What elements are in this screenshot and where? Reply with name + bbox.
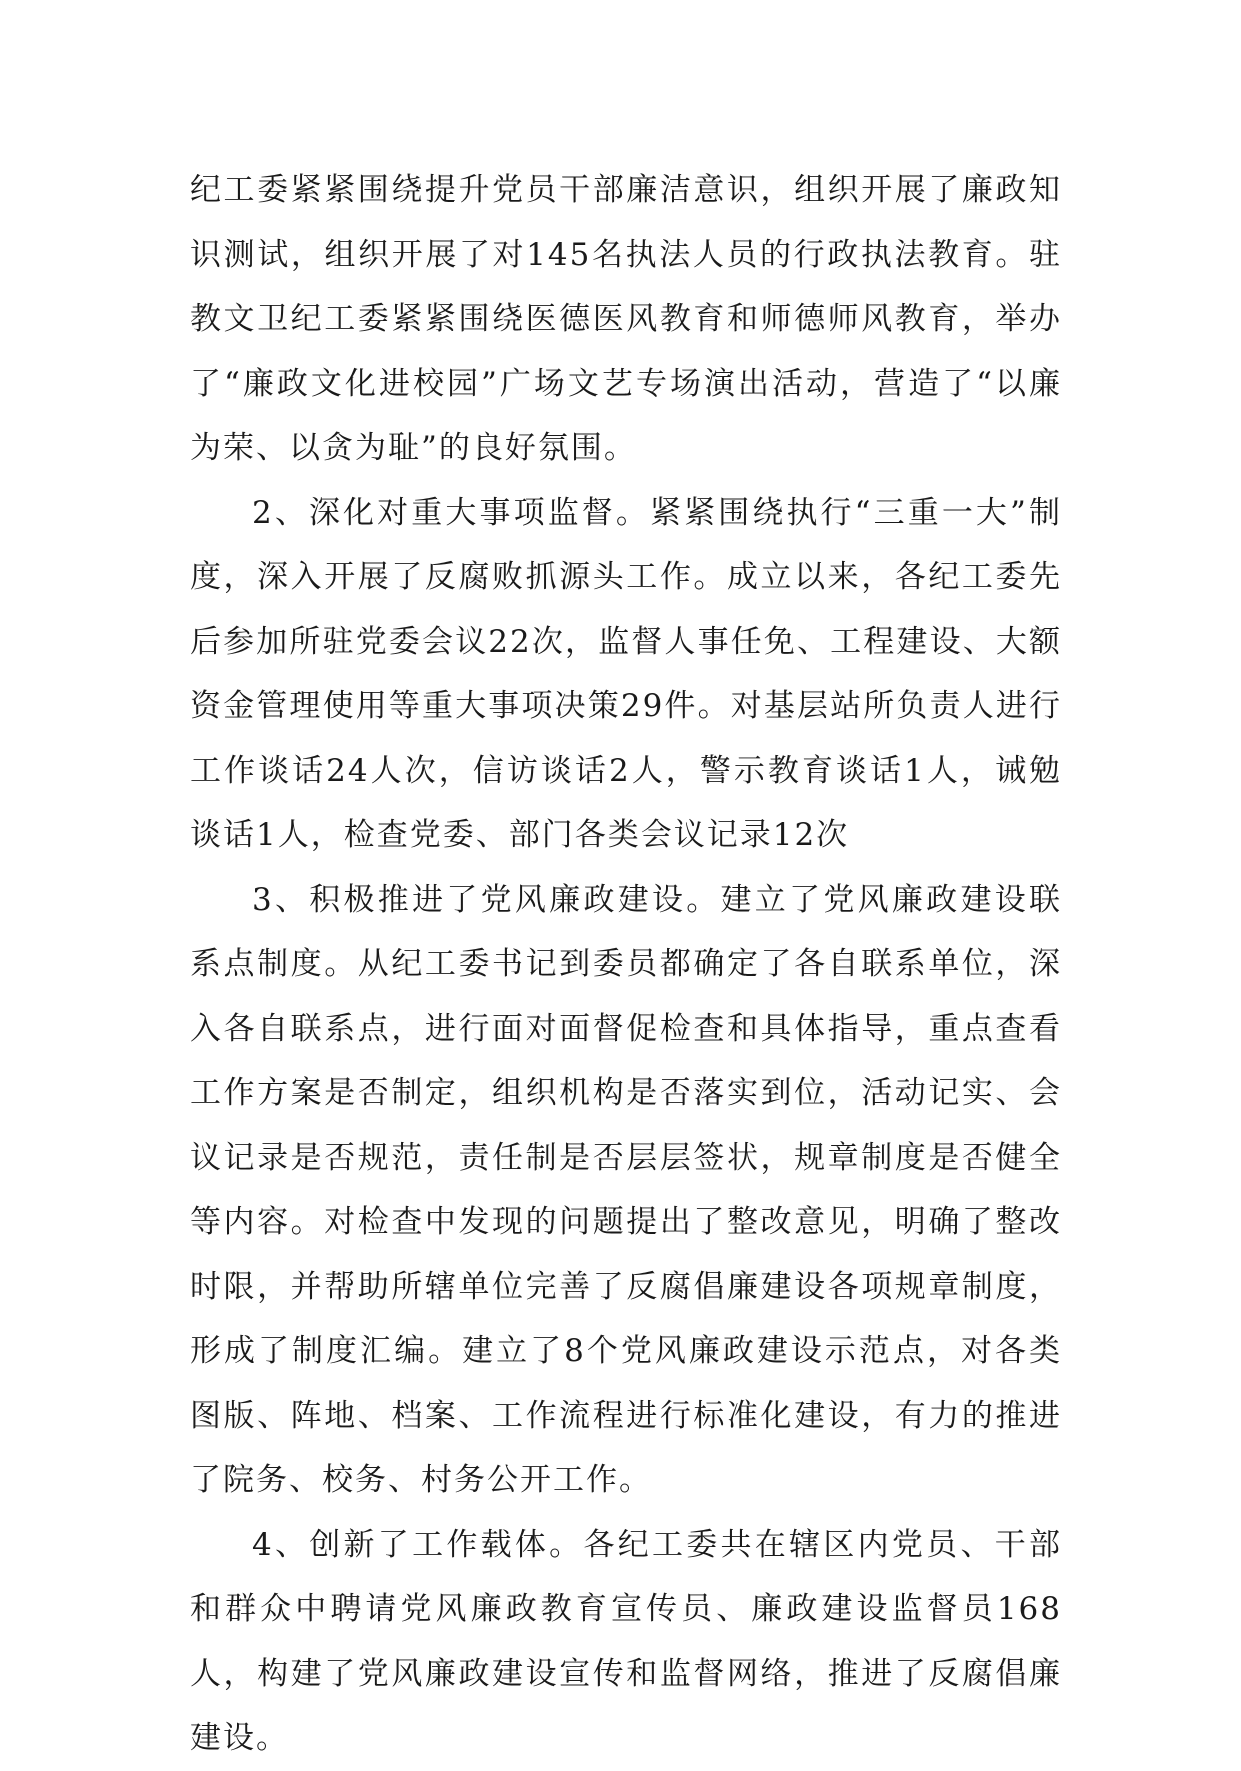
- paragraph-4: 4、创新了工作载体。各纪工委共在辖区内党员、干部和群众中聘请党风廉政教育宣传员、廉政建设监督员168人，构建了党风廉政建设宣传和监督网络，推进了反腐倡廉建设。: [190, 1526, 1062, 1756]
- document-body: [190, 158, 1062, 1771]
- paragraph-3: 3、积极推进了党风廉政建设。建立了党风廉政建设联系点制度。从纪工委书记到委员都确定了各自联系单位，深入各自联系点，进行面对面督促检查和具体指导，重点查看工作方案是否制定，组织机构是否落实到位，活动记实、会议记录是否规范，责任制是否层层签状，规章制度是否健全等内容。对检查中发现的问题提出了整改意见，明确了整改时限，并帮助所辖单位完善了反腐倡廉建设各项规章制度，形成了制度汇编。建立了8个党风廉政建设示范点，对各类图版、阵地、档案、工作流程进行标准化建设，有力的推进了院务、校务、村务公开工作。: [190, 881, 1062, 1498]
- paragraph-1: 纪工委紧紧围绕提升党员干部廉洁意识，组织开展了廉政知识测试，组织开展了对145名执法人员的行政执法教育。驻教文卫纪工委紧紧围绕医德医风教育和师德师风教育，举办了“廉政文化进校园”广场文艺专场演出活动，营造了“以廉为荣、以贪为耻”的良好氛围。: [190, 172, 1062, 466]
- paragraph-2: 2、深化对重大事项监督。紧紧围绕执行“三重一大”制度，深入开展了反腐败抓源头工作。成立以来，各纪工委先后参加所驻党委会议22次，监督人事任免、工程建设、大额资金管理使用等重大事项决策29件。对基层站所负责人进行工作谈话24人次，信访谈话2人，警示教育谈话1人，诫勉谈话1人，检查党委、部门各类会议记录12次: [190, 494, 1062, 853]
